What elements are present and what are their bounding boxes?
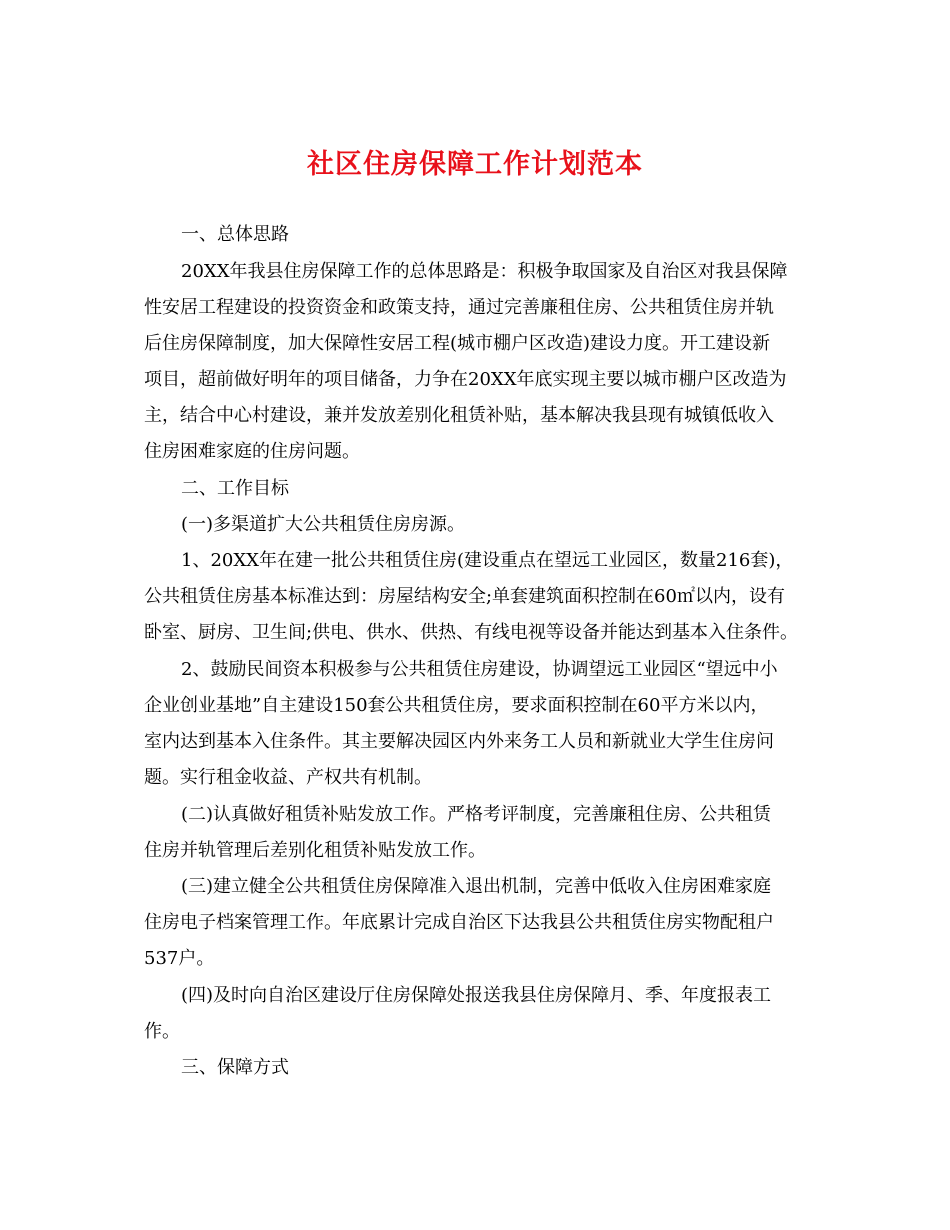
paragraph-line: 住房并轨管理后差别化租赁补贴发放工作。: [144, 840, 486, 861]
paragraph-line: (四)及时向自治区建设厅住房保障处报送我县住房保障月、季、年度报表工: [181, 985, 772, 1006]
paragraph-line: 2、鼓励民间资本积极参与公共租赁住房建设，协调望远工业园区“望远中小: [181, 659, 778, 680]
paragraph-line: 题。实行租金收益、产权共有机制。: [144, 767, 432, 788]
paragraph-line: 后住房保障制度，加大保障性安居工程(城市棚户区改造)建设力度。开工建设新: [144, 333, 771, 354]
paragraph-line: 主，结合中心村建设，兼并发放差别化租赁补贴，基本解决我县现有城镇低收入: [144, 405, 774, 426]
section-heading: 二、工作目标: [181, 478, 289, 499]
paragraph-line: 卧室、厨房、卫生间;供电、供水、供热、有线电视等设备并能达到基本入住条件。: [144, 622, 799, 643]
section-heading: 三、保障方式: [181, 1057, 289, 1078]
paragraph-line: 住房困难家庭的住房问题。: [144, 441, 360, 462]
paragraph-line: 公共租赁住房基本标准达到：房屋结构安全;单套建筑面积控制在60㎡以内，设有: [144, 586, 785, 607]
paragraph-line: 1、20XX年在建一批公共租赁住房(建设重点在望远工业园区，数量216套)，: [181, 550, 794, 571]
paragraph-line: (一)多渠道扩大公共租赁住房房源。: [181, 514, 466, 535]
paragraph-line: 性安居工程建设的投资资金和政策支持，通过完善廉租住房、公共租赁住房并轨: [144, 297, 774, 318]
paragraph-line: (三)建立健全公共租赁住房保障准入退出机制，完善中低收入住房困难家庭: [181, 876, 772, 897]
document-title: 社区住房保障工作计划范本: [307, 149, 643, 180]
paragraph-line: 企业创业基地”自主建设150套公共租赁住房，要求面积控制在60平方米以内，: [144, 695, 769, 716]
paragraph-line: 项目，超前做好明年的项目储备，力争在20XX年底实现主要以城市棚户区改造为: [144, 369, 787, 390]
section-heading: 一、总体思路: [181, 224, 289, 245]
paragraph-line: 537户。: [144, 948, 215, 969]
paragraph-line: (二)认真做好租赁补贴发放工作。严格考评制度，完善廉租住房、公共租赁: [181, 804, 772, 825]
paragraph-line: 住房电子档案管理工作。年底累计完成自治区下达我县公共租赁住房实物配租户: [144, 912, 774, 933]
paragraph-line: 作。: [144, 1021, 180, 1042]
paragraph-line: 20XX年我县住房保障工作的总体思路是：积极争取国家及自治区对我县保障: [181, 261, 788, 282]
paragraph-line: 室内达到基本入住条件。其主要解决园区内外来务工人员和新就业大学生住房问: [144, 731, 774, 752]
